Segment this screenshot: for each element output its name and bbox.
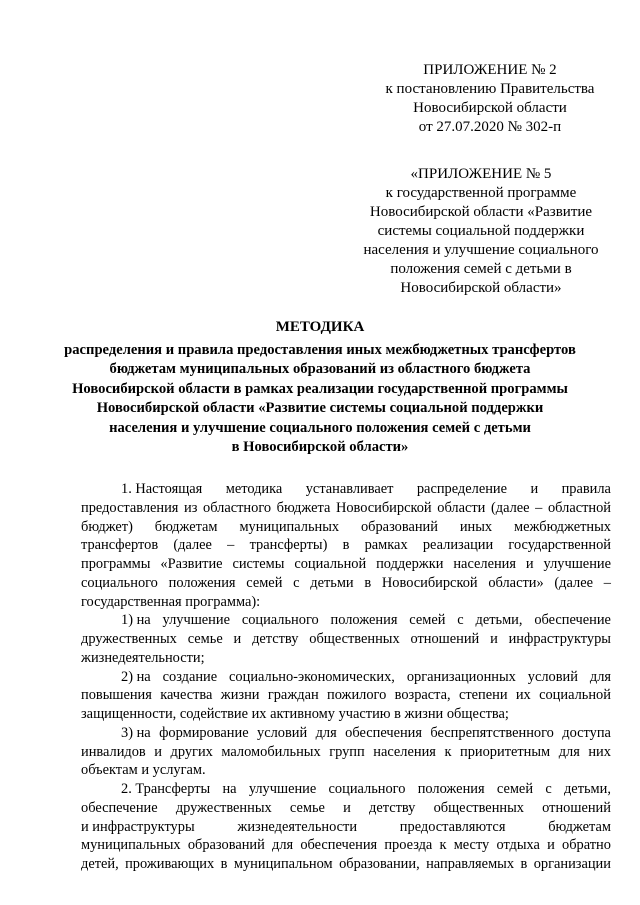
body-word: обеспечение xyxy=(81,799,158,816)
appendix-2-line: к постановлению Правительства xyxy=(385,81,595,97)
body-word: семей xyxy=(409,612,446,629)
body-word: для xyxy=(315,724,337,741)
body-line xyxy=(81,630,611,649)
body-word: качества xyxy=(160,687,213,704)
appendix-5-line: положения семей с детьми в xyxy=(390,261,572,277)
body-word: социальной xyxy=(539,687,611,704)
body-word: возраста, xyxy=(394,687,451,704)
body-word: межбюджетных xyxy=(514,518,611,535)
body-word: приоритетным xyxy=(460,743,551,760)
body-word: населения xyxy=(373,743,436,760)
body-word: социального xyxy=(328,781,406,797)
body-word: групп xyxy=(329,743,365,760)
body-word: для xyxy=(272,837,294,854)
body-word: организационных xyxy=(406,668,516,685)
body-word: и xyxy=(525,556,534,572)
body-word: обеспечения xyxy=(300,837,378,854)
body-word: других xyxy=(170,743,213,760)
body-word: социально-экономических, xyxy=(229,668,395,685)
body-line xyxy=(81,836,611,855)
body-word: для xyxy=(558,743,580,760)
body-word: повышения xyxy=(81,687,152,704)
body-word: инвалидов xyxy=(81,743,146,760)
body-word: области» xyxy=(488,574,544,591)
appendix-5-line: к государственной программе xyxy=(385,185,577,201)
document-body xyxy=(81,480,611,874)
body-word: улучшение xyxy=(248,781,317,797)
appendix-5-line: населения и улучшение социального xyxy=(363,242,599,258)
body-line xyxy=(81,705,611,724)
body-line xyxy=(81,855,611,874)
body-word: социальной xyxy=(294,556,367,572)
body-word: граждан xyxy=(267,687,319,704)
appendix-5-line: Новосибирской области» xyxy=(400,280,562,296)
body-word: бюджетам xyxy=(154,518,218,535)
body-word: социального xyxy=(81,574,158,591)
body-line xyxy=(81,724,611,743)
body-word: устанавливает xyxy=(305,481,394,497)
body-word: рамках xyxy=(364,537,408,554)
body-line xyxy=(81,555,611,574)
body-word: системы xyxy=(232,556,285,572)
body-word: – xyxy=(227,537,235,554)
appendix-2-header xyxy=(370,61,610,137)
body-line xyxy=(81,780,611,799)
body-word: (далее xyxy=(554,574,593,591)
body-word: объектам и услугам. xyxy=(81,762,206,779)
body-word: Новосибирской xyxy=(381,574,478,591)
body-line xyxy=(81,686,611,705)
body-word: и xyxy=(343,799,351,816)
body-word: дружественных xyxy=(175,799,272,816)
body-line xyxy=(81,761,611,780)
title-heading: МЕТОДИКА xyxy=(275,319,365,335)
body-line xyxy=(81,480,611,499)
body-word: методика xyxy=(225,481,283,497)
body-word: детству xyxy=(369,799,416,816)
body-line xyxy=(81,799,611,818)
body-word: и инфраструктуры xyxy=(81,818,195,835)
body-word: трансферты) xyxy=(249,537,328,554)
title-line: населения и улучшение социального положения семей с детьми xyxy=(109,419,531,436)
body-word: инфраструктуры xyxy=(508,631,611,647)
body-word: отношений xyxy=(410,631,480,647)
body-word: трансфертов xyxy=(81,537,159,554)
title-line: Новосибирской области в рамках реализации государственной программы xyxy=(72,380,568,397)
body-line xyxy=(81,611,611,630)
body-word: предоставления xyxy=(81,499,179,516)
body-word: отношений xyxy=(542,799,611,816)
body-word: реализации xyxy=(422,537,494,554)
body-word: и xyxy=(233,631,242,647)
body-line xyxy=(81,649,611,668)
body-word: 2. Трансферты xyxy=(121,781,211,797)
body-line xyxy=(81,518,611,537)
body-word: 2) на xyxy=(121,668,151,685)
body-word: с xyxy=(293,574,300,591)
body-word: семье xyxy=(187,631,223,647)
body-word: беспрепятственного xyxy=(430,724,554,741)
body-word: (далее xyxy=(490,499,530,516)
body-word: к xyxy=(444,743,452,760)
body-word: государственная программа): xyxy=(81,593,261,610)
body-word: на xyxy=(222,781,237,797)
body-word: предоставляются xyxy=(399,818,506,835)
body-word: иных xyxy=(459,518,493,535)
body-line xyxy=(81,743,611,762)
body-word: образовании, xyxy=(339,856,420,872)
body-word: поддержки xyxy=(376,556,444,572)
body-word: обратно xyxy=(562,837,611,854)
body-word: дружественных xyxy=(81,631,177,647)
body-word: бюджетам xyxy=(548,818,611,835)
body-word: жизни xyxy=(220,687,260,704)
body-word: жизнедеятельности xyxy=(237,818,358,835)
body-word: степени xyxy=(458,687,508,704)
body-word: маломобильных xyxy=(221,743,321,760)
body-word: положения xyxy=(330,612,398,629)
body-word: областной xyxy=(547,499,611,516)
body-word: доступа xyxy=(562,724,611,741)
body-line xyxy=(81,499,611,518)
body-word: областного xyxy=(203,499,272,516)
body-word: них xyxy=(588,743,611,760)
body-word: месту xyxy=(453,837,490,854)
body-word: положения xyxy=(168,574,236,591)
body-word: детству xyxy=(252,631,299,647)
appendix-5-line: Новосибирской области «Развитие xyxy=(369,204,593,220)
body-word: положения xyxy=(417,781,485,797)
body-word: образований xyxy=(360,518,438,535)
title-line: распределения и правила предоставления иных межбюджетных трансфертов xyxy=(64,341,576,358)
body-word: муниципальном xyxy=(233,856,333,872)
appendix-5-line: «ПРИЛОЖЕНИЕ № 5 xyxy=(410,166,552,182)
body-word: направляемых xyxy=(426,856,515,872)
body-word: муниципальных xyxy=(239,518,340,535)
body-line xyxy=(81,593,611,612)
body-word: детьми, xyxy=(475,612,523,629)
body-line xyxy=(81,818,611,837)
body-word: условий xyxy=(527,668,578,685)
body-word: детей, xyxy=(81,856,119,872)
body-word: населения xyxy=(453,556,516,572)
body-word: 1. Настоящая xyxy=(121,481,203,497)
body-line xyxy=(81,536,611,555)
body-word: 1) на xyxy=(121,612,151,629)
body-word: улучшение xyxy=(543,556,611,572)
body-word: области xyxy=(437,499,486,516)
body-word: (далее xyxy=(173,537,212,554)
appendix-2-line: от 27.07.2020 № 302-п xyxy=(418,119,562,135)
body-word: с xyxy=(457,612,464,629)
body-word: из xyxy=(184,499,198,516)
body-word: социального xyxy=(241,612,319,629)
body-word: к xyxy=(439,837,447,854)
body-word: и xyxy=(154,743,162,760)
body-word: и xyxy=(530,481,539,497)
body-word: программы xyxy=(81,556,151,572)
appendix-2-line: Новосибирской области xyxy=(413,100,567,116)
body-word: детьми, xyxy=(563,781,611,797)
body-word: – xyxy=(603,574,611,591)
body-word: отдыха xyxy=(496,837,540,854)
appendix-5-line: системы социальной поддержки xyxy=(377,223,585,239)
body-word: семье xyxy=(289,799,325,816)
body-word: пожилого xyxy=(327,687,387,704)
body-word: общественных xyxy=(309,631,400,647)
body-word: семей xyxy=(496,781,534,797)
body-word: бюджет) xyxy=(81,518,133,535)
document-title xyxy=(40,318,600,458)
body-word: государственной xyxy=(508,537,611,554)
body-word: и xyxy=(490,631,498,647)
body-word: Новосибирской xyxy=(335,499,432,516)
body-line xyxy=(81,668,611,687)
body-word: детьми xyxy=(310,574,354,591)
body-word: обеспечение xyxy=(534,612,611,629)
body-word: – xyxy=(535,499,543,516)
body-word: 3) на xyxy=(121,724,151,741)
body-word: обеспечения xyxy=(345,724,422,741)
appendix-5-header xyxy=(340,165,622,298)
body-word: защищенности, содействие их активному участию в жизни общества; xyxy=(81,706,509,722)
body-word: с xyxy=(545,781,552,797)
title-line: в Новосибирской области» xyxy=(231,439,409,455)
body-word: распределение xyxy=(416,481,507,497)
body-word: семей xyxy=(246,574,283,591)
body-word: проживающих xyxy=(125,856,215,872)
body-word: жизнедеятельности; xyxy=(81,649,205,666)
body-word: формирование xyxy=(159,724,249,741)
body-word: «Развитие xyxy=(160,556,223,572)
body-word: для xyxy=(589,668,611,685)
body-word: в xyxy=(520,856,528,872)
body-word: образований xyxy=(187,837,265,854)
body-line xyxy=(81,574,611,593)
body-word: организации xyxy=(533,856,611,872)
body-word: муниципальных xyxy=(81,837,181,854)
body-word: в xyxy=(220,856,228,872)
body-word: условий xyxy=(257,724,308,741)
body-word: в xyxy=(342,537,350,554)
title-line: бюджетам муниципальных образований из областного бюджета xyxy=(109,361,531,377)
body-word: проезда xyxy=(384,837,433,854)
body-word: в xyxy=(364,574,372,591)
appendix-2-line: ПРИЛОЖЕНИЕ № 2 xyxy=(423,62,557,78)
body-word: их xyxy=(515,687,531,704)
body-word: улучшение xyxy=(162,612,230,629)
body-word: общественных xyxy=(433,799,524,816)
body-word: и xyxy=(547,837,555,854)
body-word: создание xyxy=(162,668,218,685)
body-word: бюджета xyxy=(276,499,331,516)
title-line: Новосибирской области «Развитие системы социальной поддержки xyxy=(96,400,544,416)
body-word: правила xyxy=(561,481,611,497)
